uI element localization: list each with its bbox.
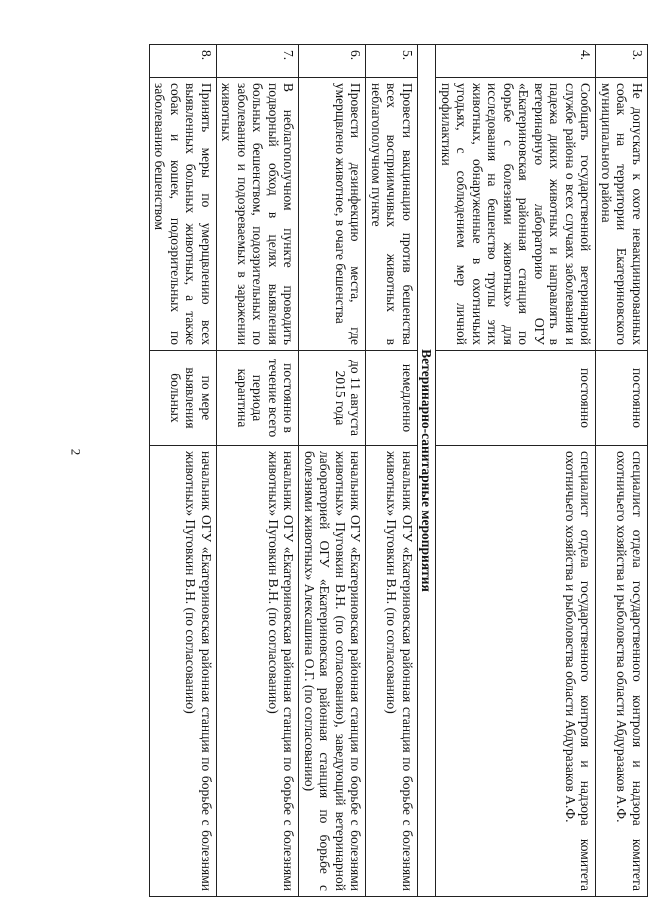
row-term: постоянно (436, 351, 596, 446)
row-term: немедленно (366, 351, 418, 446)
row-responsible: начальник ОГУ «Екатериновская районная станция по борьбе с болезнями животных» Пуговкин В.Н. (по согласованию), заведующий ветеринарной лабораторией ОГУ «Екатериновская районная станция по борьбе с болезнями животных» Алексашина О.Г. (по согласованию) (299, 446, 366, 897)
table-row (150, 45, 217, 897)
row-number: 3. (596, 45, 648, 78)
table-row (596, 45, 648, 897)
row-term: до 11 августа 2015 года (299, 351, 366, 446)
row-responsible: начальник ОГУ «Екатериновская районная станция по борьбе с болезнями животных» Пуговкин В.Н. (по согласованию) (366, 446, 418, 897)
row-action: Провести вакцинацию против бешенства всех восприимчивых животных в неблагополучном пункте (366, 78, 418, 351)
row-term: постоянно (596, 351, 648, 446)
section-header-row (418, 45, 437, 897)
row-term: по мере выявления больных (150, 351, 217, 446)
table-row (217, 45, 300, 897)
measures-table (149, 44, 648, 897)
row-action: В неблагополучном пункте проводить подворный обход в целях выявления больных бешенством, подозрительных по заболеванию и подозреваемых в заражении животных (217, 78, 300, 351)
table-row (366, 45, 418, 897)
row-responsible: начальник ОГУ «Екатериновская районная станция по борьбе с болезнями животных» Пуговкин В.Н. (по согласованию) (217, 446, 300, 897)
row-number: 6. (299, 45, 366, 78)
row-responsible: специалист отдела государственного контроля и надзора комитета охотничьего хозяйства и рыболовства области Абдуразаков А.Ф. (596, 446, 648, 897)
row-action: Провести дезинфекцию места, где умерщвлено животное, в очаге бешенства (299, 78, 366, 351)
row-number: 5. (366, 45, 418, 78)
row-action: Принять меры по умерщвлению всех выявленных больных животных, а также собак и кошек, подозрительных по заболеванию бешенством (150, 78, 217, 351)
table-row (299, 45, 366, 897)
row-term: постоянно в течение всего периода карантина (217, 351, 300, 446)
row-number: 8. (150, 45, 217, 78)
row-action: Не допускать к охоте невакцинированных собак на территории Екатериновского муниципального района (596, 78, 648, 351)
row-responsible: начальник ОГУ «Екатериновская районная станция по борьбе с болезнями животных» Пуговкин В.Н. (по согласованию) (150, 446, 217, 897)
row-number: 4. (436, 45, 596, 78)
row-action: Сообщать государственной ветеринарной службе района о всех случаях заболевания и падежа диких животных и направлять в ветеринарную лабораторию ОГУ «Екатериновская районная станция по борьбе с болезнями животных» для исследования на бешенство трупы этих животных, обнаруженные в охотничьих угодьях, с соблюдением мер личной профилактики (436, 78, 596, 351)
row-number: 7. (217, 45, 300, 78)
table-row (436, 45, 596, 897)
page-number: 2 (68, 448, 84, 456)
row-responsible: специалист отдела государственного контроля и надзора комитета охотничьего хозяйства и рыболовства области Абдуразаков А.Ф. (436, 446, 596, 897)
section-title: Ветеринарно-санитарные мероприятия (418, 45, 437, 897)
rotated-table-sheet (88, 44, 648, 891)
